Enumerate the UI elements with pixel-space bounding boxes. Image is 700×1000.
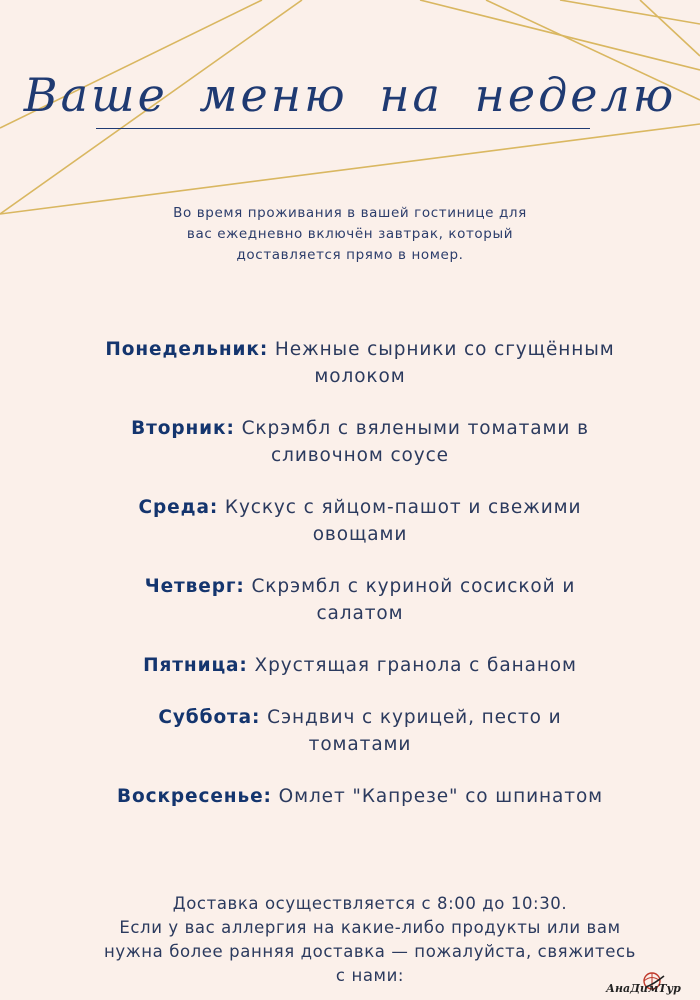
intro-line: Во время проживания в вашей гостинице для — [173, 205, 527, 221]
dish-text: Кускус с яйцом-пашот и свежими — [224, 497, 582, 518]
dish-text: салатом — [316, 603, 404, 624]
dish-text: томатами — [308, 734, 412, 755]
footer-line: с нами: — [335, 966, 405, 985]
intro-line: вас ежедневно включён завтрак, который — [186, 226, 514, 242]
footer-line: нужна более ранняя доставка — пожалуйста, свяжитесь — [104, 942, 636, 961]
dish-text: Скрэмбл с вялеными томатами в — [241, 418, 589, 439]
day-name: Среда: — [138, 497, 219, 518]
dish-text: Скрэмбл с куриной сосиской и — [251, 576, 576, 597]
intro-line: доставляется прямо в номер. — [236, 247, 464, 263]
title-underline — [96, 128, 590, 129]
menu-day-wednesday — [80, 494, 640, 548]
dish-text: Хрустящая гранола с бананом — [254, 655, 577, 676]
footer-line: Если у вас аллергия на какие-либо продукты или вам — [119, 918, 621, 937]
dish-text: Нежные сырники со сгущённым — [274, 339, 615, 360]
day-name: Четверг: — [144, 576, 245, 597]
menu-day-tuesday — [80, 415, 640, 469]
delivery-info — [90, 892, 650, 988]
menu-day-friday — [80, 652, 640, 679]
brand-logo — [602, 970, 698, 996]
day-name: Воскресенье: — [116, 786, 272, 807]
dish-text: овощами — [312, 524, 408, 545]
dish-text: сливочном соусе — [271, 445, 449, 466]
day-name: Суббота: — [158, 707, 261, 728]
menu-day-sunday — [80, 783, 640, 810]
dish-text: Сэндвич с курицей, песто и — [267, 707, 562, 728]
day-name: Пятница: — [143, 655, 248, 676]
day-name: Вторник: — [131, 418, 235, 439]
intro-text — [100, 203, 600, 266]
menu-day-monday — [80, 336, 640, 390]
page-title: Ваше меню на неделю — [23, 68, 677, 122]
dish-text: молоком — [314, 366, 406, 387]
dish-text: Омлет "Капрезе" со шпинатом — [278, 786, 604, 807]
day-name: Понедельник: — [105, 339, 269, 360]
logo-text: АнаДимТур — [606, 982, 681, 995]
menu-day-saturday — [80, 704, 640, 758]
menu-day-thursday — [80, 573, 640, 627]
footer-line: Доставка осуществляется с 8:00 до 10:30. — [172, 894, 568, 913]
weekly-menu — [80, 336, 640, 835]
